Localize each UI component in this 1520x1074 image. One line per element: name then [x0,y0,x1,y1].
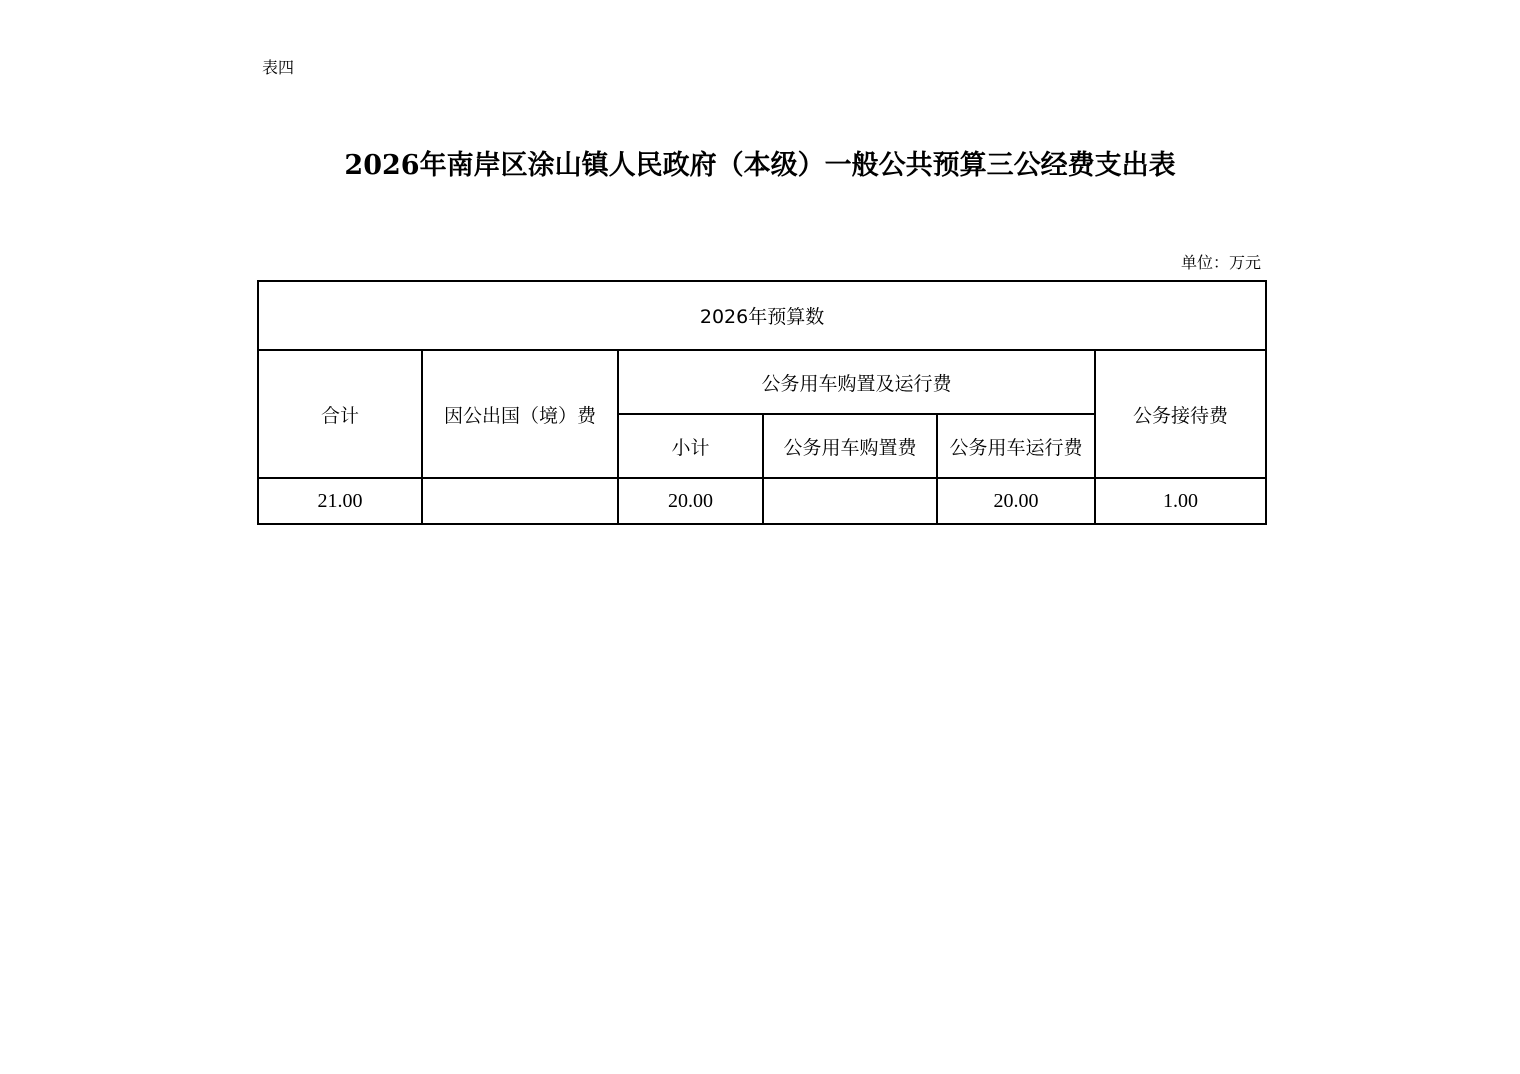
table-row [258,478,1266,524]
header-budget-year: 2026年预算数 [258,281,1266,350]
table-header-row [258,350,1266,414]
cell-vehicle-subtotal: 20.00 [618,478,763,524]
cell-vehicle-operation: 20.00 [937,478,1095,524]
header-vehicle-operation: 公务用车运行费 [937,414,1095,478]
header-total: 合计 [258,350,422,478]
cell-reception: 1.00 [1095,478,1266,524]
page-title: 2026年南岸区涂山镇人民政府（本级）一般公共预算三公经费支出表 [344,150,1176,181]
header-vehicle-group: 公务用车购置及运行费 [618,350,1095,414]
header-vehicle-subtotal: 小计 [618,414,763,478]
cell-abroad [422,478,618,524]
cell-vehicle-purchase [763,478,937,524]
table-top-header-row [258,281,1266,350]
cell-total: 21.00 [258,478,422,524]
header-vehicle-purchase: 公务用车购置费 [763,414,937,478]
budget-table [257,280,1267,525]
page-label: 表四 [262,58,295,77]
header-reception: 公务接待费 [1095,350,1266,478]
header-abroad: 因公出国（境）费 [422,350,618,478]
unit-label: 单位：万元 [1180,253,1261,272]
